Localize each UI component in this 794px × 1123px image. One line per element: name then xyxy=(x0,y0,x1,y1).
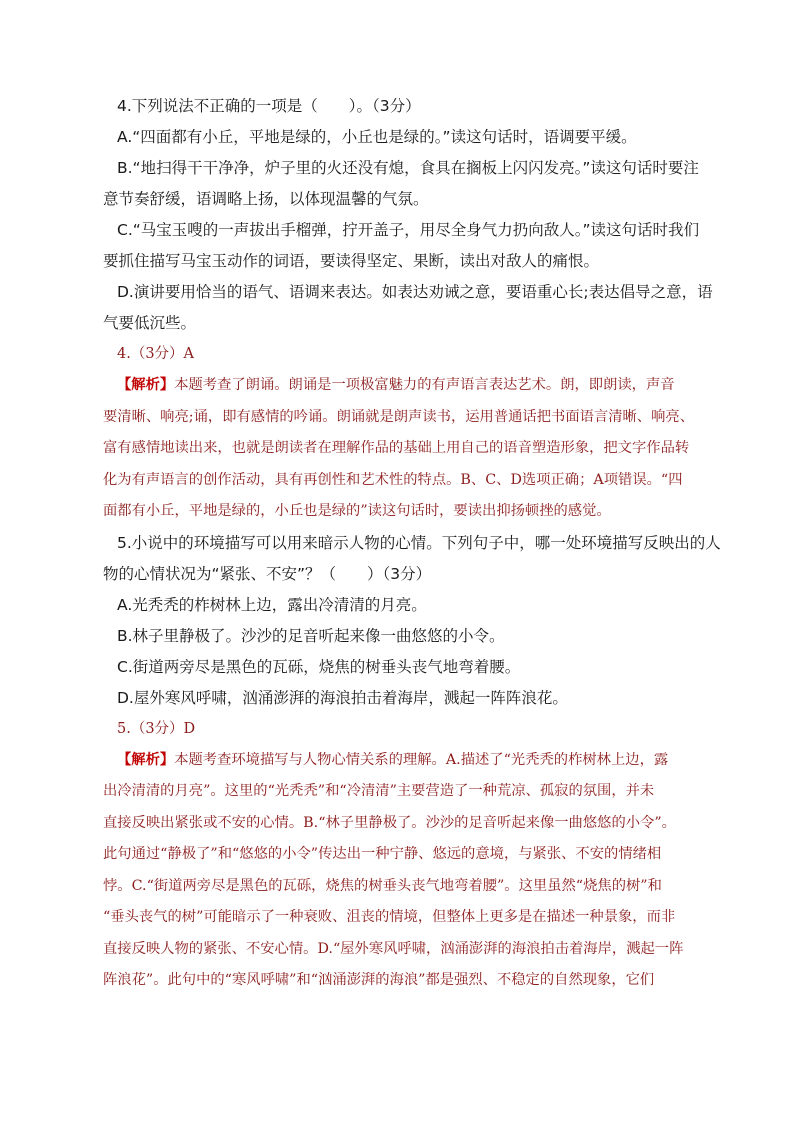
question-4-option-c-line1: C.“马宝玉嗖的一声拔出手榴弹，拧开盖子，用尽全身气力扔向敌人。”读这句话时我们 xyxy=(117,221,700,239)
question-5-stem-line1: 5.小说中的环境描写可以用来暗示人物的心情。下列句子中，哪一处环境描写反映出的人 xyxy=(117,533,721,552)
question-4-answer: 4.（3分）A xyxy=(117,346,195,362)
question-5-explanation-line1: 【解析】本题考查环境描写与人物心情关系的理解。A.描述了“光秃秃的柞树林上边，露 xyxy=(117,751,669,768)
question-4-option-b-line1: B.“地扫得干干净净，炉子里的火还没有熄，食具在搁板上闪闪发亮。”读这句话时要注 xyxy=(117,159,699,177)
question-5-option-b: B.林子里静极了。沙沙的足音听起来像一曲悠悠的小令。 xyxy=(117,626,505,645)
explanation-tag: 【解析】 xyxy=(117,377,175,393)
explanation-tag: 【解析】 xyxy=(117,751,175,768)
question-4-option-a: A.“四面都有小丘，平地是绿的，小丘也是绿的。”读这句话时，语调要平缓。 xyxy=(117,128,637,146)
question-5-explanation-line4: 此句通过“静极了”和“悠悠的小令”传达出一种宁静、悠远的意境，与紧张、不安的情绪相 xyxy=(103,846,662,862)
question-5-explanation-line2: 出冷清清的月亮”。这里的“光秃秃”和“冷清清”主要营造了一种荒凉、孤寂的氛围，并未 xyxy=(103,783,655,799)
question-4-stem: 4.下列说法不正确的一项是（ ）。（3分） xyxy=(117,97,421,115)
question-4-option-d-line1: D.演讲要用恰当的语气、语调来表达。如表达劝诫之意，要语重心长;表达倡导之意，语 xyxy=(117,283,713,301)
question-5-option-a: A.光秃秃的柞树林上边，露出冷清清的月亮。 xyxy=(117,595,427,614)
question-4-explanation-line2: 要清晰、响亮;诵，即有感情的吟诵。朗诵就是朗声读书，运用普通话把书面语言清晰、响亮、 xyxy=(103,408,694,425)
question-5-explanation-line8: 阵浪花”。此句中的“寒风呼啸”和“汹涌澎湃的海浪”都是强烈、不稳定的自然现象，它们 xyxy=(103,972,655,988)
question-5-explanation-line7: 直接反映人物的紧张、不安心情。D.“屋外寒风呼啸，汹涌澎湃的海浪拍击着海岸，溅起一阵 xyxy=(103,940,684,957)
question-4-option-c-line2: 要抓住描写马宝玉动作的词语，要读得坚定、果断，读出对敌人的痛恨。 xyxy=(103,252,600,270)
page-content xyxy=(103,96,728,1002)
question-5-answer: 5.（3分）D xyxy=(117,720,196,737)
question-5-option-d: D.屋外寒风呼啸，汹涌澎湃的海浪拍击着海岸，溅起一阵阵浪花。 xyxy=(117,688,568,707)
question-5-explanation-line6: “垂头丧气的树”可能暗示了一种衰败、沮丧的情境，但整体上更多是在描述一种景象，而非 xyxy=(103,909,676,925)
question-5-explanation-line3: 直接反映出紧张或不安的心情。B.“林子里静极了。沙沙的足音听起来像一曲悠悠的小令”。 xyxy=(103,814,676,831)
question-5-option-c: C.街道两旁尽是黑色的瓦砾，烧焦的树垂头丧气地弯着腰。 xyxy=(117,657,521,676)
question-4-option-b-line2: 意节奏舒缓，语调略上扬，以体现温馨的气氛。 xyxy=(103,190,429,208)
question-4-option-d-line2: 气要低沉些。 xyxy=(103,314,197,332)
question-4-explanation-line3: 富有感情地读出来，也就是朗读者在理解作品的基础上用自己的语音塑造形象，把文字作品转 xyxy=(103,440,690,456)
question-4-explanation-line4: 化为有声语言的创作活动，具有再创性和艺术性的特点。B、C、D选项正确；A项错误。“四 xyxy=(103,471,683,488)
question-5-explanation-line5: 悖。C.“街道两旁尽是黑色的瓦砾，烧焦的树垂头丧气地弯着腰”。这里虽然“烧焦的树”和 xyxy=(103,877,662,894)
question-5-stem-line2: 物的心情状况为“紧张、不安”？（ ）（3分） xyxy=(103,564,432,583)
question-4-explanation-line5: 面都有小丘，平地是绿的，小丘也是绿的”读这句话时，要读出抑扬顿挫的感觉。 xyxy=(103,503,611,519)
question-4-explanation-line1: 【解析】本题考查了朗诵。朗诵是一项极富魅力的有声语言表达艺术。朗，即朗读，声音 xyxy=(117,377,675,393)
